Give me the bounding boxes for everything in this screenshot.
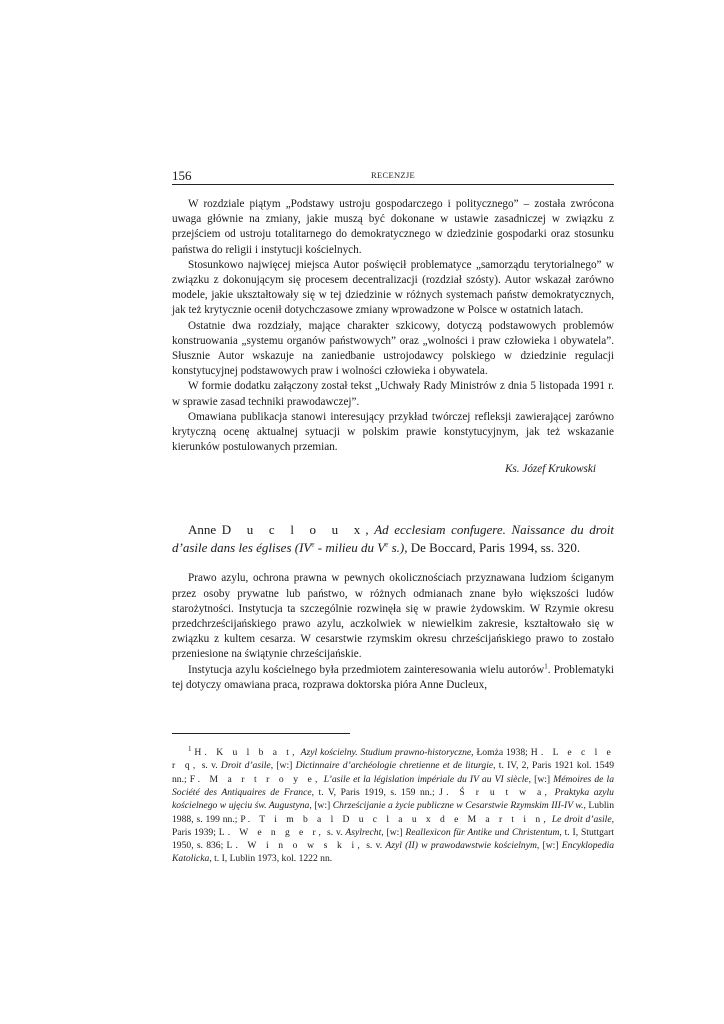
fn-text: , [w:] <box>381 826 403 838</box>
fn-title: Chrześcijanie a życie publiczne w Cesarstwie Rzymskim III-IV w. <box>332 800 584 812</box>
fn-title: Asylrecht <box>345 826 382 838</box>
fn-text: , t. V, Paris 1919, s. 159 nn.; <box>311 786 435 798</box>
book-title-2: - milieu du V <box>314 539 386 555</box>
author-first: Anne <box>188 522 217 538</box>
fn-text: , [w:] <box>309 800 331 812</box>
superscript: e <box>311 540 315 549</box>
paragraph <box>172 663 614 693</box>
fn-author: P. T i m b a l D u c l a u x d e M a r t i n, <box>240 813 549 825</box>
publisher-info: , De Boccard, Paris 1994, ss. 320. <box>404 539 581 555</box>
page-number: 156 <box>172 168 192 183</box>
fn-text: , t. I, Lublin 1973, kol. 1222 nn. <box>209 853 333 865</box>
fn-text: s. v. <box>366 840 383 852</box>
reviewer-signature: Ks. Józef Krukowski <box>504 463 596 476</box>
fn-text: , Paris 1939; <box>172 813 615 838</box>
footnote-mark: 1 <box>188 744 192 753</box>
footnote-rule <box>172 733 350 734</box>
fn-title: Azyl (II) w prawodawstwie kościelnym <box>385 840 537 852</box>
book-title-3: s.) <box>388 539 405 555</box>
fn-title: Dictinnaire d’archéologie chretienne et de liturgie <box>295 760 494 772</box>
fn-title: Praktyka azylu kościelnego w ujęciu św. Augustyna <box>172 786 614 812</box>
fn-title: Reallexicon für Antike und Christentum <box>405 826 560 838</box>
fn-author: H. L e c l e r q, <box>172 747 615 772</box>
fn-author: H. K u l b a t, <box>194 747 298 759</box>
paragraph: Omawiana publikacja stanowi interesujący przykład twórczej refleksji zawierającej zarówno krytyczną ocenę aktualnej sytuacji w polskim prawie konstytucyjnym, jak też wskazanie kierunków postulowanych przemian. <box>172 410 614 454</box>
paragraph: Prawo azylu, ochrona prawna w pewnych okolicznościach przyznawana ludziom ściganym przez osoby prywatne lub państwo, w różnych odmianach znane było większości ludów starożytności. Instytucja ta szczególnie rozwinęła się w prawie żydowskim. W Rzymie okresu przedchrześcijańskiego prawo azylu, aczkolwiek w niewielkim zakresie, kształtowało się w związku z kultem cesarza. W cesarstwie rzymskim okresu chrześcijańskiego prawo to zostało przeniesione na świątynie chrześcijańskie. <box>172 572 614 661</box>
review-continuation <box>172 197 614 455</box>
fn-author: F. M a r t r o y e, <box>189 773 321 785</box>
fn-text: , [w:] <box>536 840 559 852</box>
fn-title: Encyklopedia Katolicka <box>172 840 615 865</box>
running-head <box>172 168 614 185</box>
review-heading <box>172 521 614 556</box>
fn-text: , t. IV, 2, Paris 1921 kol. 1549 nn.; <box>172 760 615 785</box>
author-last: D u c l o u x <box>221 522 366 538</box>
paragraph-text: Instytucja azylu kościelnego była przedmiotem zainteresowania wielu autorów <box>188 663 545 676</box>
paragraph: W formie dodatku załączony został tekst „Uchwały Rady Ministrów z dnia 5 listopada 1991 r. w sprawie zasad techniki prawodawczej”. <box>172 380 614 408</box>
page <box>172 168 614 866</box>
fn-title: Le droit d’asile <box>551 813 612 825</box>
separator: , <box>365 522 369 538</box>
fn-author: L. W i n o w s k i, <box>226 840 363 852</box>
fn-author: J. Ś r u t w a, <box>439 786 551 798</box>
book-title-1: Ad ecclesiam confugere. Naissance du droit d’asile dans les églises (IV <box>172 522 614 555</box>
fn-text: , t. I, Stuttgart 1950, s. 836; <box>172 826 615 852</box>
fn-title: L’asile et la législation impériale du IV au VI siècle <box>323 773 529 785</box>
superscript: e <box>385 540 389 549</box>
paragraph-text: . Problematyki tej dotyczy omawiana praca, rozprawa doktorska pióra Anne Ducleux, <box>172 663 615 691</box>
footnote <box>172 746 614 866</box>
fn-text: , Łomża 1938; <box>471 747 528 759</box>
fn-author: L. W e n g e r, <box>218 826 325 838</box>
fn-text: s. v. <box>201 760 218 772</box>
fn-text: s. v. <box>326 826 343 838</box>
review-body <box>172 571 614 693</box>
fn-text: , [w:] <box>528 773 551 785</box>
running-title: RECENZJE <box>371 170 415 180</box>
paragraph: W rozdziale piątym „Podstawy ustroju gospodarczego i politycznego” – została zwrócona uwaga głównie na zmiany, jakie muszą być dokonane w ustawie zasadniczej w związku z przejściem od ustroju totalitarnego do demokratycznego w dziedzinie gospodarki oraz stosunku państwa do religii i instytucji kościelnych. <box>172 198 614 256</box>
fn-title: Droit d’asile <box>220 760 271 772</box>
fn-text: , Lublin 1988, s. 199 nn.; <box>172 800 614 825</box>
fn-title: Mémoires de la Société des Antiquaires de France <box>172 773 615 798</box>
footnote-ref: 1 <box>544 661 548 670</box>
paragraph: Stosunkowo najwięcej miejsca Autor poświęcił problematyce „samorządu terytorialnego” w związku z dokonującym się procesem decentralizacji (rozdział szósty). Autor wskazał zarówno modele, jakie ukształtowały się w tej dziedzinie w różnych systemach państw demokratycznych, jak też krytycznie ocenił dotychczasowe zmiany wprowadzone w Polsce w ostatnich latach. <box>172 258 614 317</box>
paragraph: Ostatnie dwa rozdziały, mające charakter szkicowy, dotyczą podstawowych problemów konstruowania „systemu organów państwowych” oraz „wolności i praw człowieka i obywatela”. Słusznie Autor wskazuje na zaniedbanie ustrojodawcy polskiego w dziedzinie regulacji konstytucyjnej podstawowych praw i wolności człowieka i obywatela. <box>172 319 614 378</box>
fn-text: , [w:] <box>270 760 293 772</box>
fn-title: Azyl kościelny. Studium prawno-historyczne <box>300 747 472 759</box>
